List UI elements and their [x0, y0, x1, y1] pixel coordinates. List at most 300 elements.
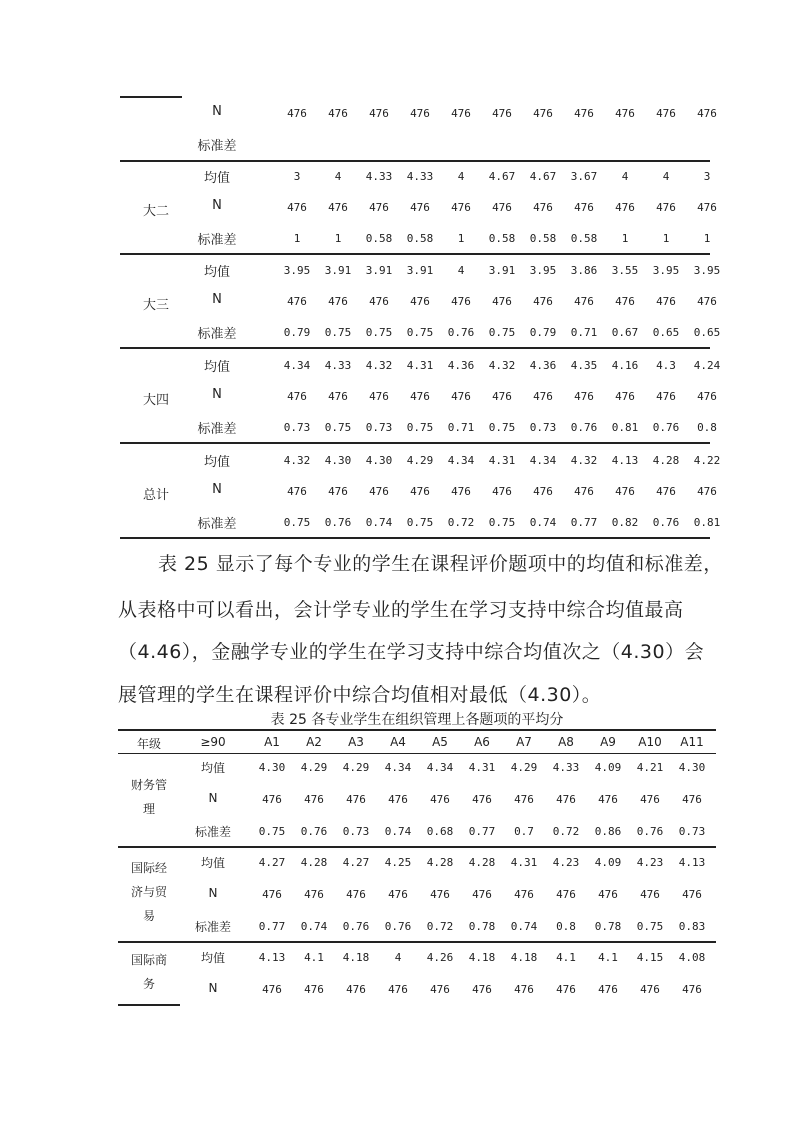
cell: 476	[346, 983, 366, 996]
cell: 3.91	[324, 264, 352, 277]
table-row	[118, 822, 716, 842]
cell: 476	[492, 201, 512, 214]
cell: 476	[697, 107, 717, 120]
cell: 0.78	[594, 920, 622, 933]
cell: 0.73	[365, 421, 393, 434]
cell: 476	[682, 793, 702, 806]
cell: 476	[328, 390, 348, 403]
header-a6: A6	[474, 735, 490, 749]
cell: 476	[640, 983, 660, 996]
cell: 1	[621, 232, 629, 245]
cell: 3	[293, 170, 301, 183]
header-a4: A4	[390, 735, 406, 749]
cell: 476	[328, 201, 348, 214]
cell: 4.36	[447, 359, 475, 372]
cell: 476	[369, 295, 389, 308]
cell: 4	[662, 170, 670, 183]
header-a8: A8	[558, 735, 574, 749]
cell: 0.76	[652, 516, 680, 529]
table-row	[120, 135, 710, 155]
group-label: 大四	[142, 393, 169, 408]
cell: 3.95	[693, 264, 721, 277]
stat-label: N	[212, 387, 222, 402]
stat-label: 均值	[200, 761, 225, 775]
cell: 3.95	[652, 264, 680, 277]
cell: 4.1	[598, 951, 618, 964]
cell: 476	[598, 983, 618, 996]
cell: 0.75	[406, 421, 434, 434]
cell: 476	[556, 793, 576, 806]
cell: 476	[328, 107, 348, 120]
cell: 476	[656, 390, 676, 403]
cell: 4.30	[365, 454, 393, 467]
cell: 1	[334, 232, 342, 245]
stat-label: N	[208, 981, 218, 995]
cell: 0.76	[570, 421, 598, 434]
cell: 4.21	[636, 761, 664, 774]
stat-label: N	[208, 791, 218, 805]
cell: 4.34	[283, 359, 311, 372]
cell: 476	[656, 485, 676, 498]
cell: 476	[304, 793, 324, 806]
table-row	[120, 292, 717, 312]
table-row	[120, 387, 717, 407]
cell: 0.58	[529, 232, 557, 245]
cell: 4.67	[488, 170, 516, 183]
cell: 0.76	[384, 920, 412, 933]
cell: 0.83	[678, 920, 706, 933]
cell: 476	[410, 107, 430, 120]
cell: 3.91	[488, 264, 516, 277]
group-divider	[120, 160, 710, 162]
cell: 476	[533, 485, 553, 498]
table-row	[120, 482, 717, 502]
paragraph-line: 展管理的学生在课程评价中综合均值相对最低（4.30）。	[118, 684, 602, 706]
table-row	[120, 356, 721, 376]
stat-label: 标准差	[197, 422, 237, 437]
cell: 476	[369, 201, 389, 214]
header-a7: A7	[516, 735, 532, 749]
cell: 476	[410, 201, 430, 214]
cell: 4	[394, 951, 402, 964]
cell: 4.28	[300, 856, 328, 869]
cell: 4.33	[552, 761, 580, 774]
cell: 4.24	[693, 359, 721, 372]
cell: 4	[621, 170, 629, 183]
table-top-rule	[118, 729, 716, 731]
table-bottom-rule	[120, 537, 710, 539]
cell: 4.16	[611, 359, 639, 372]
cell: 1	[662, 232, 670, 245]
table25-header-row	[118, 735, 716, 755]
cell: 4.28	[468, 856, 496, 869]
cell: 0.74	[300, 920, 328, 933]
cell: 476	[533, 295, 553, 308]
cell: 4.33	[365, 170, 393, 183]
cell: 0.58	[365, 232, 393, 245]
cell: 476	[287, 390, 307, 403]
cell: 4.15	[636, 951, 664, 964]
cell: 476	[514, 888, 534, 901]
table-row	[120, 513, 721, 533]
stat-label: 均值	[203, 455, 230, 470]
cell: 4.23	[636, 856, 664, 869]
cell: 4.34	[529, 454, 557, 467]
table-row	[118, 948, 716, 968]
header-rule	[118, 753, 716, 754]
table-row	[120, 104, 717, 124]
cell: 476	[262, 983, 282, 996]
stat-label: N	[212, 104, 222, 119]
paragraph-line: 表 25 显示了每个专业的学生在课程评价题项中的均值和标准差，	[158, 553, 723, 575]
cell: 0.58	[406, 232, 434, 245]
cell: 476	[451, 107, 471, 120]
cell: 0.76	[636, 825, 664, 838]
cell: 476	[682, 983, 702, 996]
cell: 4.08	[678, 951, 706, 964]
group-divider	[118, 941, 716, 943]
cell: 476	[697, 201, 717, 214]
cell: 0.75	[283, 516, 311, 529]
cell: 4.30	[324, 454, 352, 467]
cell: 4.31	[468, 761, 496, 774]
cell: 1	[457, 232, 465, 245]
cell: 4.30	[258, 761, 286, 774]
cell: 0.75	[324, 326, 352, 339]
stat-label: 标准差	[197, 233, 237, 248]
cell: 0.76	[324, 516, 352, 529]
cell: 476	[574, 107, 594, 120]
cell: 476	[533, 201, 553, 214]
group-label: 总计	[142, 488, 169, 503]
cell: 476	[598, 793, 618, 806]
cell: 476	[514, 983, 534, 996]
cell: 0.78	[468, 920, 496, 933]
stat-label: N	[212, 292, 222, 307]
cell: 4.1	[556, 951, 576, 964]
cell: 476	[328, 485, 348, 498]
cell: 0.73	[678, 825, 706, 838]
cell: 4.35	[570, 359, 598, 372]
group-label: 大二	[142, 204, 169, 219]
cell: 0.75	[488, 326, 516, 339]
cell: 0.72	[447, 516, 475, 529]
cell: 476	[472, 983, 492, 996]
cell: 4.3	[656, 359, 676, 372]
cell: 476	[556, 888, 576, 901]
cell: 0.81	[693, 516, 721, 529]
cell: 476	[369, 107, 389, 120]
stat-label: 标准差	[197, 517, 237, 532]
cell: 0.79	[529, 326, 557, 339]
cell: 0.76	[342, 920, 370, 933]
cell: 476	[451, 390, 471, 403]
cell: 476	[697, 390, 717, 403]
cell: 3.55	[611, 264, 639, 277]
header-a10: A10	[638, 735, 662, 749]
cell: 0.68	[426, 825, 454, 838]
table-row	[120, 323, 721, 343]
cell: 4.28	[426, 856, 454, 869]
header-a11: A11	[680, 735, 704, 749]
cell: 476	[656, 107, 676, 120]
table-caption: 表 25 各专业学生在组织管理上各题项的平均分	[270, 712, 564, 728]
cell: 4.25	[384, 856, 412, 869]
cell: 476	[304, 888, 324, 901]
cell: 0.58	[570, 232, 598, 245]
cell: 4.09	[594, 856, 622, 869]
cell: 0.75	[488, 421, 516, 434]
cell: 0.76	[300, 825, 328, 838]
stat-label: 标准差	[194, 825, 231, 839]
cell: 4.29	[406, 454, 434, 467]
group-label-line: 国际商	[130, 953, 167, 967]
cell: 476	[262, 888, 282, 901]
cell: 4.31	[510, 856, 538, 869]
cell: 476	[574, 485, 594, 498]
group-divider	[120, 442, 710, 444]
cell: 4.28	[652, 454, 680, 467]
cell: 0.75	[406, 516, 434, 529]
group-label-line: 易	[142, 909, 155, 923]
group-divider	[118, 846, 716, 848]
table-row	[120, 418, 717, 438]
cell: 4.32	[283, 454, 311, 467]
cell: 476	[451, 295, 471, 308]
stat-label: 标准差	[197, 139, 237, 154]
cell: 4.31	[406, 359, 434, 372]
cell: 4.22	[693, 454, 721, 467]
table-row	[120, 198, 717, 218]
cell: 476	[640, 793, 660, 806]
cell: 476	[615, 485, 635, 498]
cell: 0.71	[447, 421, 475, 434]
group-label-line: 财务管	[130, 778, 167, 792]
cell: 0.79	[283, 326, 311, 339]
group-divider	[120, 253, 710, 255]
cell: 4.30	[678, 761, 706, 774]
cell: 4.29	[510, 761, 538, 774]
cell: 4.18	[468, 951, 496, 964]
cell: 0.74	[384, 825, 412, 838]
stat-label: N	[212, 482, 222, 497]
cell: 3.91	[406, 264, 434, 277]
cell: 0.73	[283, 421, 311, 434]
table-row	[120, 451, 721, 471]
cell: 476	[615, 390, 635, 403]
table-row	[118, 917, 716, 937]
cell: 476	[287, 201, 307, 214]
cell: 0.75	[406, 326, 434, 339]
cell: 4.18	[342, 951, 370, 964]
cell: 476	[615, 107, 635, 120]
cell: 0.77	[258, 920, 286, 933]
cell: 4.32	[365, 359, 393, 372]
cell: 4.27	[258, 856, 286, 869]
cell: 1	[703, 232, 711, 245]
cell: 476	[369, 485, 389, 498]
cell: 4	[457, 170, 465, 183]
cell: 1	[293, 232, 301, 245]
header-grade: 年级	[136, 737, 161, 751]
cell: 3.67	[570, 170, 598, 183]
group-divider	[120, 347, 710, 349]
stat-label: N	[212, 198, 222, 213]
cell: 0.75	[636, 920, 664, 933]
cell: 0.81	[611, 421, 639, 434]
stat-label: 均值	[200, 951, 225, 965]
cell: 476	[697, 295, 717, 308]
table-row	[120, 261, 721, 281]
table-row	[118, 853, 716, 873]
stat-label: 均值	[200, 856, 225, 870]
table-row	[118, 885, 716, 905]
cell: 476	[574, 295, 594, 308]
cell: 476	[451, 485, 471, 498]
cell: 476	[346, 793, 366, 806]
cell: 4.31	[488, 454, 516, 467]
cell: 3.95	[529, 264, 557, 277]
cell: 0.86	[594, 825, 622, 838]
group-label: 大三	[142, 298, 169, 313]
cell: 476	[514, 793, 534, 806]
table-row	[120, 167, 710, 187]
cell: 4.26	[426, 951, 454, 964]
cell: 0.82	[611, 516, 639, 529]
cell: 0.74	[365, 516, 393, 529]
cell: 476	[410, 295, 430, 308]
cell: 476	[556, 983, 576, 996]
cell: 476	[472, 888, 492, 901]
cell: 0.73	[342, 825, 370, 838]
cell: 476	[346, 888, 366, 901]
cell: 0.58	[488, 232, 516, 245]
cell: 4.33	[406, 170, 434, 183]
cell: 476	[598, 888, 618, 901]
cell: 476	[410, 485, 430, 498]
cell: 4.18	[510, 951, 538, 964]
stat-label: N	[208, 886, 218, 900]
table-row	[120, 229, 710, 249]
cell: 476	[492, 390, 512, 403]
header-a5: A5	[432, 735, 448, 749]
cell: 476	[451, 201, 471, 214]
group-label-line: 理	[142, 802, 155, 816]
cell: 476	[388, 793, 408, 806]
header-threshold: ≥90	[200, 735, 226, 749]
cell: 4.34	[384, 761, 412, 774]
cell: 476	[574, 390, 594, 403]
cell: 4	[457, 264, 465, 277]
cell: 476	[430, 793, 450, 806]
cell: 476	[492, 107, 512, 120]
cell: 0.77	[468, 825, 496, 838]
cell: 3.86	[570, 264, 598, 277]
table-bottom-short-rule	[118, 1004, 180, 1006]
cell: 4.1	[304, 951, 324, 964]
cell: 476	[287, 485, 307, 498]
cell: 476	[388, 983, 408, 996]
cell: 3	[703, 170, 711, 183]
cell: 0.76	[447, 326, 475, 339]
cell: 0.77	[570, 516, 598, 529]
cell: 476	[262, 793, 282, 806]
cell: 476	[492, 485, 512, 498]
cell: 4.32	[570, 454, 598, 467]
cell: 4.29	[342, 761, 370, 774]
cell: 476	[574, 201, 594, 214]
cell: 4.09	[594, 761, 622, 774]
cell: 4.23	[552, 856, 580, 869]
stat-label: 均值	[203, 171, 230, 186]
cell: 4.13	[678, 856, 706, 869]
cell: 0.71	[570, 326, 598, 339]
cell: 476	[533, 390, 553, 403]
cell: 4.32	[488, 359, 516, 372]
cell: 4.33	[324, 359, 352, 372]
cell: 4.13	[611, 454, 639, 467]
cell: 476	[287, 107, 307, 120]
cell: 476	[656, 201, 676, 214]
table-row	[118, 758, 716, 778]
cell: 0.65	[652, 326, 680, 339]
stat-label: 标准差	[194, 920, 231, 934]
cell: 0.73	[529, 421, 557, 434]
cell: 3.95	[283, 264, 311, 277]
cell: 0.76	[652, 421, 680, 434]
cell: 476	[328, 295, 348, 308]
header-a1: A1	[264, 735, 280, 749]
cell: 4.34	[447, 454, 475, 467]
group-label-line: 务	[142, 977, 155, 991]
cell: 476	[472, 793, 492, 806]
cell: 4.13	[258, 951, 286, 964]
cell: 476	[410, 390, 430, 403]
paragraph-line: 从表格中可以看出，会计学专业的学生在学习支持中综合均值最高	[118, 599, 684, 621]
stat-label: 均值	[203, 360, 230, 375]
header-a2: A2	[306, 735, 322, 749]
cell: 476	[388, 888, 408, 901]
header-a9: A9	[600, 735, 616, 749]
cell: 0.8	[556, 920, 576, 933]
stat-label: 标准差	[197, 327, 237, 342]
cell: 4.34	[426, 761, 454, 774]
cell: 476	[615, 201, 635, 214]
group-label-line: 国际经	[130, 861, 167, 875]
cell: 0.75	[324, 421, 352, 434]
cell: 476	[697, 485, 717, 498]
cell: 476	[615, 295, 635, 308]
table-row	[118, 790, 716, 810]
cell: 4.67	[529, 170, 557, 183]
cell: 0.67	[611, 326, 639, 339]
stat-label: 均值	[203, 265, 230, 280]
cell: 476	[430, 983, 450, 996]
cell: 0.8	[697, 421, 717, 434]
cell: 0.75	[258, 825, 286, 838]
cell: 476	[656, 295, 676, 308]
header-a3: A3	[348, 735, 364, 749]
cell: 476	[640, 888, 660, 901]
cell: 476	[430, 888, 450, 901]
cell: 476	[533, 107, 553, 120]
cell: 4.29	[300, 761, 328, 774]
cell: 0.7	[514, 825, 534, 838]
cell: 476	[287, 295, 307, 308]
cell: 0.65	[693, 326, 721, 339]
cell: 0.75	[488, 516, 516, 529]
cell: 4.36	[529, 359, 557, 372]
